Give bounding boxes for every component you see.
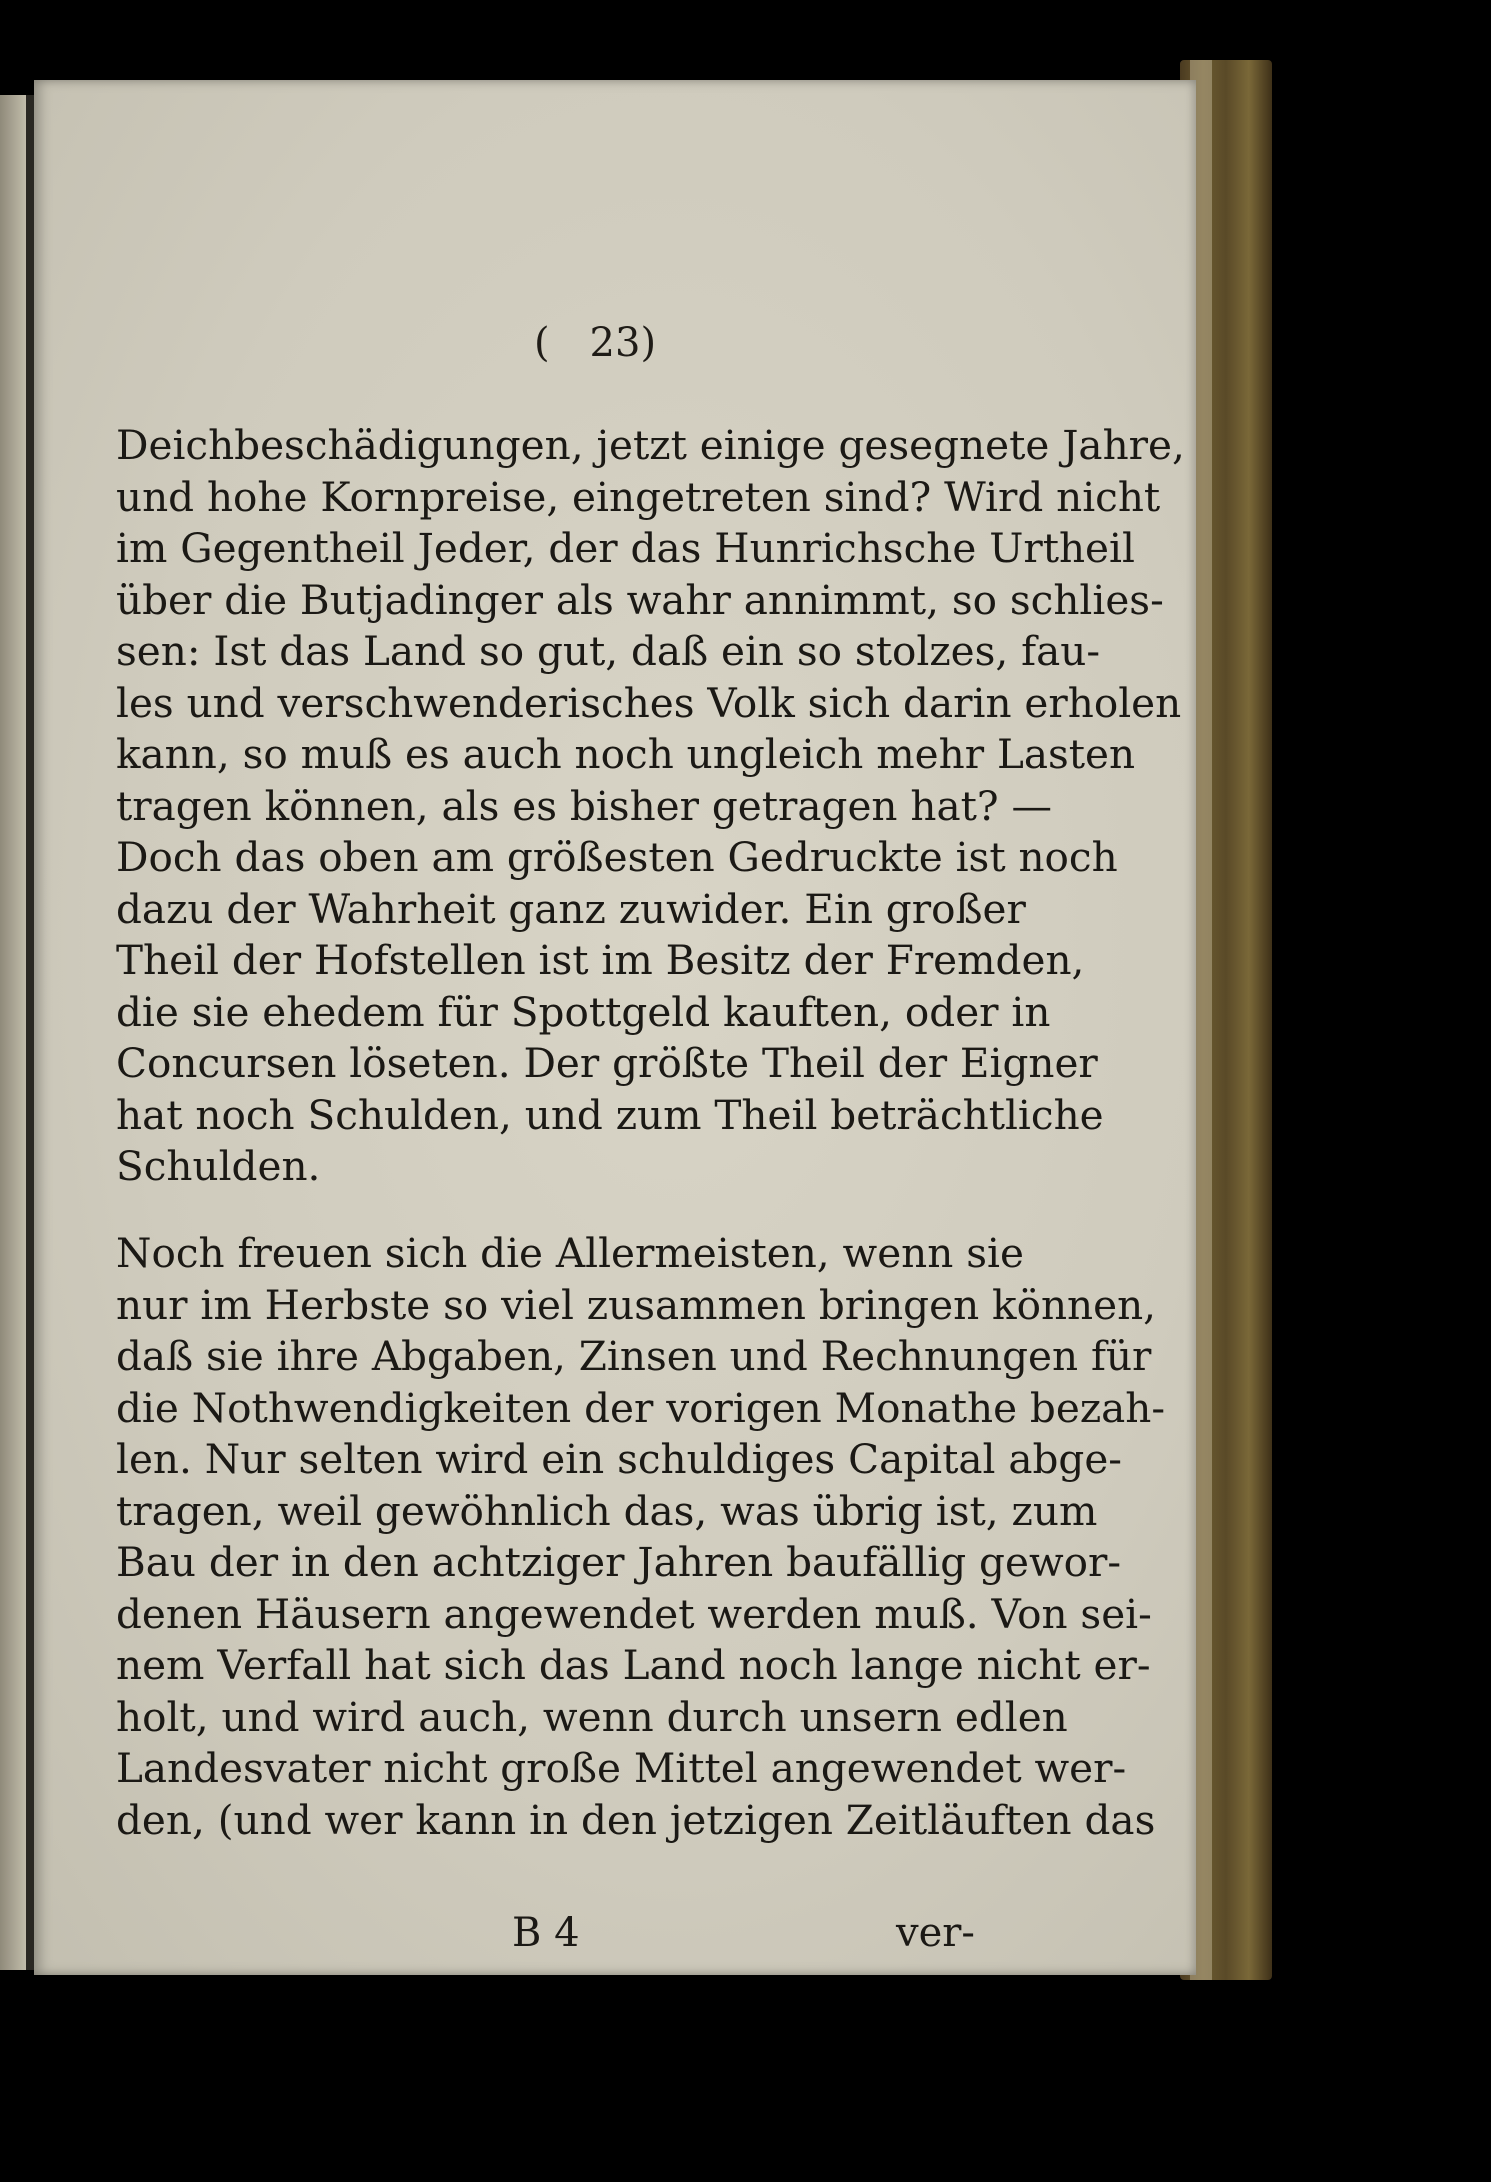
text-line: tragen, weil gewöhnlich das, was übrig ist, zum <box>116 1486 1098 1535</box>
text-line: sen: Ist das Land so gut, daß ein so stolzes, fau- <box>116 627 1101 675</box>
text-line: Concursen löseten. Der größte Theil der Eigner <box>116 1039 1098 1087</box>
text-line: Landesvater nicht große Mittel angewendet wer- <box>116 1744 1127 1792</box>
text-line: über die Butjadinger als wahr annimmt, so schlies- <box>116 575 1164 624</box>
text-line: Noch freuen sich die Allermeisten, wenn sie <box>116 1229 1024 1277</box>
text-line: und hohe Kornpreise, eingetreten sind? Wird nicht <box>116 472 1161 521</box>
text-line: Schulden. <box>116 1142 321 1190</box>
signature-mark: B 4 <box>512 1910 580 1956</box>
text-line: die Nothwendigkeiten der vorigen Monathe bezah- <box>116 1383 1166 1432</box>
catchword: ver- <box>896 1910 975 1956</box>
page-footer <box>34 1910 1196 1960</box>
text-line: daß sie ihre Abgaben, Zinsen und Rechnungen für <box>116 1332 1152 1380</box>
book-page <box>34 80 1196 1975</box>
text-line: den, (und wer kann in den jetzigen Zeitläuften das <box>116 1795 1156 1844</box>
text-line: holt, und wird auch, wenn durch unsern edlen <box>116 1692 1068 1741</box>
text-line: Doch das oben am größesten Gedruckte ist noch <box>116 833 1118 881</box>
text-line: nem Verfall hat sich das Land noch lange nicht er- <box>116 1641 1151 1689</box>
text-line: Bau der in den achtziger Jahren baufällig gewor- <box>116 1538 1122 1586</box>
text-line: Deichbeschädigungen, jetzt einige gesegnete Jahre, <box>116 421 1185 469</box>
text-line: Theil der Hofstellen ist im Besitz der Fremden, <box>116 936 1085 984</box>
paragraph-1 <box>116 420 1185 1193</box>
text-line: nur im Herbste so viel zusammen bringen können, <box>116 1280 1157 1329</box>
text-line: hat noch Schulden, und zum Theil beträchtliche <box>116 1090 1104 1139</box>
text-line: dazu der Wahrheit ganz zuwider. Ein großer <box>116 884 1026 933</box>
page-number: 23 <box>589 320 641 366</box>
text-line: die sie ehedem für Spottgeld kauften, oder in <box>116 987 1051 1036</box>
text-line: denen Häusern angewendet werden muß. Von sei- <box>116 1589 1152 1638</box>
paragraph-2 <box>116 1228 1166 1846</box>
page-header: (23) <box>533 320 697 366</box>
text-line: kann, so muß es auch noch ungleich mehr Lasten <box>116 730 1136 778</box>
text-line: im Gegentheil Jeder, der das Hunrichsche Urtheil <box>116 524 1135 572</box>
text-line: les und verschwenderisches Volk sich darin erholen <box>116 678 1182 727</box>
text-line: len. Nur selten wird ein schuldiges Capital abge- <box>116 1435 1122 1483</box>
text-line: tragen können, als es bisher getragen hat? — <box>116 781 1052 830</box>
